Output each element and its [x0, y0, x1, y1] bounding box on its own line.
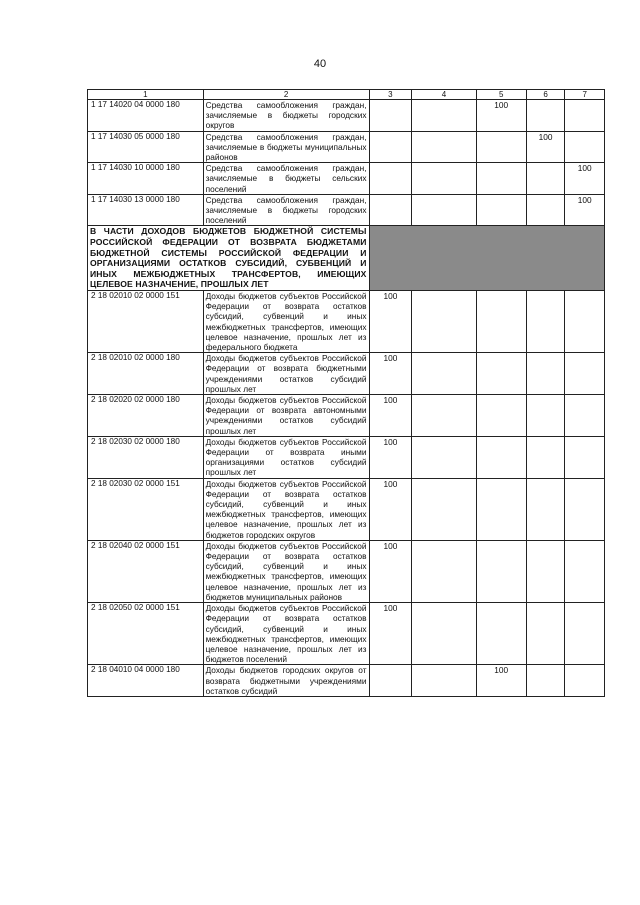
value-cell-c3 — [369, 163, 412, 195]
table-row — [88, 131, 605, 163]
budget-code-cell: 2 18 04010 04 0000 180 — [88, 665, 204, 697]
description-cell: Доходы бюджетов городских округов от возврата бюджетными учреждениями остатков субсидий — [203, 665, 369, 697]
table-row — [88, 395, 605, 437]
table-row — [88, 291, 605, 353]
budget-table — [87, 89, 605, 697]
description-cell: Средства самообложения граждан, зачисляемые в бюджеты сельских поселений — [203, 163, 369, 195]
budget-code-cell: 1 17 14030 10 0000 180 — [88, 163, 204, 195]
value-cell-c6 — [526, 603, 565, 665]
value-cell-c7 — [565, 436, 605, 478]
value-cell-c7 — [565, 131, 605, 163]
value-cell-c7 — [565, 353, 605, 395]
value-cell-c7 — [565, 478, 605, 540]
description-cell: Доходы бюджетов субъектов Российской Федерации от возврата автономными учреждениями остатков субсидий прошлых лет — [203, 395, 369, 437]
value-cell-c5 — [476, 540, 526, 602]
value-cell-c4 — [412, 395, 476, 437]
description-cell: Доходы бюджетов субъектов Российской Федерации от возврата остатков субсидий, субвенций и иных межбюджетных трансфертов, имеющих целевое назначение, прошлых лет из бюджетов поселений — [203, 603, 369, 665]
table-row — [88, 540, 605, 602]
table-row — [88, 603, 605, 665]
column-header: 2 — [203, 90, 369, 100]
budget-code-cell: 2 18 02020 02 0000 180 — [88, 395, 204, 437]
value-cell-c5 — [476, 395, 526, 437]
column-header: 1 — [88, 90, 204, 100]
value-cell-c4 — [412, 353, 476, 395]
value-cell-c5 — [476, 291, 526, 353]
column-header: 4 — [412, 90, 476, 100]
column-header: 3 — [369, 90, 412, 100]
value-cell-c5 — [476, 603, 526, 665]
value-cell-c4 — [412, 603, 476, 665]
value-cell-c6 — [526, 194, 565, 226]
budget-code-cell: 2 18 02030 02 0000 180 — [88, 436, 204, 478]
section-heading: В ЧАСТИ ДОХОДОВ БЮДЖЕТОВ БЮДЖЕТНОЙ СИСТЕМЫ РОССИЙСКОЙ ФЕДЕРАЦИИ ОТ ВОЗВРАТА БЮДЖЕТАМИ БЮДЖЕТНОЙ СИСТЕМЫ РОССИЙСКОЙ ФЕДЕРАЦИИ И ОРГАНИЗАЦИЯМИ ОСТАТКОВ СУБСИДИЙ, СУБВЕНЦИЙ И ИНЫХ МЕЖБЮДЖЕТНЫХ ТРАНСФЕРТОВ, ИМЕЮЩИХ ЦЕЛЕВОЕ НАЗНАЧЕНИЕ, ПРОШЛЫХ ЛЕТ — [88, 226, 370, 291]
budget-code-cell: 2 18 02030 02 0000 151 — [88, 478, 204, 540]
description-cell: Доходы бюджетов субъектов Российской Федерации от возврата бюджетными учреждениями остатков субсидий прошлых лет — [203, 353, 369, 395]
value-cell-c4 — [412, 291, 476, 353]
budget-code-cell: 1 17 14030 05 0000 180 — [88, 131, 204, 163]
value-cell-c4 — [412, 540, 476, 602]
description-cell: Доходы бюджетов субъектов Российской Федерации от возврата остатков субсидий, субвенций и иных межбюджетных трансфертов, имеющих целевое назначение, прошлых лет из бюджетов муниципальных районов — [203, 540, 369, 602]
value-cell-c6: 100 — [526, 131, 565, 163]
value-cell-c5 — [476, 163, 526, 195]
value-cell-c7 — [565, 291, 605, 353]
value-cell-c6 — [526, 100, 565, 132]
table-row — [88, 194, 605, 226]
value-cell-c4 — [412, 436, 476, 478]
value-cell-c6 — [526, 395, 565, 437]
value-cell-c5 — [476, 353, 526, 395]
value-cell-c5: 100 — [476, 665, 526, 697]
value-cell-c3 — [369, 194, 412, 226]
value-cell-c6 — [526, 540, 565, 602]
value-cell-c4 — [412, 478, 476, 540]
column-header: 6 — [526, 90, 565, 100]
value-cell-c7: 100 — [565, 194, 605, 226]
value-cell-c7 — [565, 100, 605, 132]
description-cell: Доходы бюджетов субъектов Российской Федерации от возврата остатков субсидий, субвенций и иных межбюджетных трансфертов, имеющих целевое назначение, прошлых лет из бюджетов городских округов — [203, 478, 369, 540]
description-cell: Доходы бюджетов субъектов Российской Федерации от возврата остатков субсидий, субвенций и иных межбюджетных трансфертов, имеющих целевое назначение, прошлых лет из федерального бюджета — [203, 291, 369, 353]
table-row — [88, 163, 605, 195]
description-cell: Средства самообложения граждан, зачисляемые в бюджеты городских поселений — [203, 194, 369, 226]
table-row — [88, 436, 605, 478]
section-heading-row — [88, 226, 605, 291]
value-cell-c3 — [369, 100, 412, 132]
table-row — [88, 665, 605, 697]
budget-code-cell: 1 17 14020 04 0000 180 — [88, 100, 204, 132]
value-cell-c3 — [369, 131, 412, 163]
value-cell-c5: 100 — [476, 100, 526, 132]
value-cell-c3: 100 — [369, 603, 412, 665]
value-cell-c3: 100 — [369, 291, 412, 353]
column-header-row — [88, 90, 605, 100]
column-header: 5 — [476, 90, 526, 100]
value-cell-c7 — [565, 395, 605, 437]
value-cell-c4 — [412, 131, 476, 163]
value-cell-c4 — [412, 163, 476, 195]
value-cell-c5 — [476, 194, 526, 226]
value-cell-c3 — [369, 665, 412, 697]
section-heading-fill — [369, 226, 605, 291]
value-cell-c6 — [526, 665, 565, 697]
table-row — [88, 478, 605, 540]
description-cell: Средства самообложения граждан, зачисляемые в бюджеты муниципальных районов — [203, 131, 369, 163]
table-row — [88, 353, 605, 395]
budget-code-cell: 1 17 14030 13 0000 180 — [88, 194, 204, 226]
section-heading-body — [88, 226, 605, 291]
value-cell-c7 — [565, 603, 605, 665]
value-cell-c3: 100 — [369, 353, 412, 395]
budget-code-cell: 2 18 02050 02 0000 151 — [88, 603, 204, 665]
value-cell-c7 — [565, 540, 605, 602]
value-cell-c3: 100 — [369, 540, 412, 602]
description-cell: Доходы бюджетов субъектов Российской Федерации от возврата иными организациями остатков субсидий прошлых лет — [203, 436, 369, 478]
value-cell-c6 — [526, 291, 565, 353]
value-cell-c6 — [526, 436, 565, 478]
budget-code-cell: 2 18 02010 02 0000 151 — [88, 291, 204, 353]
table-body-top — [88, 100, 605, 226]
value-cell-c7: 100 — [565, 163, 605, 195]
description-cell: Средства самообложения граждан, зачисляемые в бюджеты городских округов — [203, 100, 369, 132]
table-row — [88, 100, 605, 132]
budget-code-cell: 2 18 02010 02 0000 180 — [88, 353, 204, 395]
value-cell-c4 — [412, 194, 476, 226]
value-cell-c3: 100 — [369, 395, 412, 437]
column-header: 7 — [565, 90, 605, 100]
value-cell-c6 — [526, 163, 565, 195]
budget-code-cell: 2 18 02040 02 0000 151 — [88, 540, 204, 602]
value-cell-c6 — [526, 478, 565, 540]
value-cell-c5 — [476, 478, 526, 540]
page-number: 40 — [313, 58, 327, 70]
value-cell-c6 — [526, 353, 565, 395]
value-cell-c4 — [412, 665, 476, 697]
value-cell-c7 — [565, 665, 605, 697]
value-cell-c5 — [476, 436, 526, 478]
table-body-bottom — [88, 291, 605, 697]
value-cell-c4 — [412, 100, 476, 132]
value-cell-c5 — [476, 131, 526, 163]
value-cell-c3: 100 — [369, 478, 412, 540]
value-cell-c3: 100 — [369, 436, 412, 478]
